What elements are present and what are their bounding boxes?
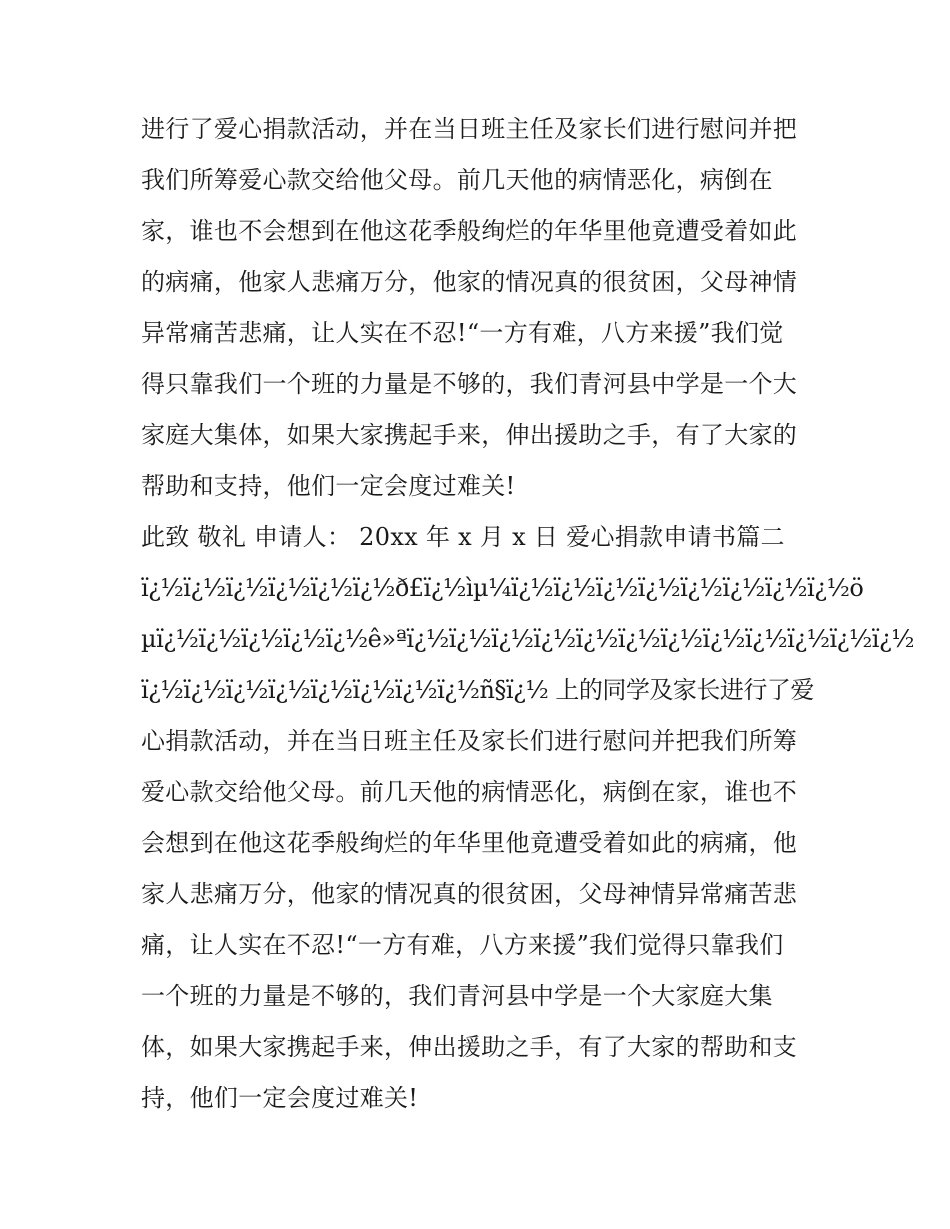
garbled-text-line: ï¿½ï¿½ï¿½ï¿½ï¿½ï¿½ï¿½ï¿½ñ§ï¿½ 上的同学及家长进行了爱 xyxy=(141,676,814,704)
garbled-text-line: ï¿½ï¿½ï¿½ï¿½ï¿½ï¿½ð£ï¿½ìµ¼ï¿½ï¿½ï¿½ï¿½ï¿½ï¿½ï¿½ï¿½ö xyxy=(141,574,864,602)
text-line: 异常痛苦悲痛，让人实在不忍!“一方有难，八方来援”我们觉 xyxy=(141,319,784,347)
text-line: 爱心款交给他父母。前几天他的病情恶化，病倒在家，谁也不 xyxy=(141,778,798,806)
text-line: 心捐款活动，并在当日班主任及家长们进行慰问并把我们所筹 xyxy=(141,727,798,755)
garbled-text-line: µï¿½ï¿½ï¿½ï¿½ï¿½ê»ªï¿½ï¿½ï¿½ï¿½ï¿½ï¿½ï¿½ï¿½ï¿½ï¿½ï¿½ï¿½ xyxy=(141,625,915,653)
text-line: 痛，让人实在不忍!“一方有难，八方来援”我们觉得只靠我们 xyxy=(141,931,784,959)
text-line: 会想到在他这花季般绚烂的年华里他竟遭受着如此的病痛，他 xyxy=(141,829,798,857)
text-line: 家庭大集体，如果大家携起手来，伸出援助之手，有了大家的 xyxy=(141,421,798,449)
closing-line: 此致 敬礼 申请人： 20xx 年 x 月 x 日 爱心捐款申请书篇二 xyxy=(141,523,785,551)
text-line: 我们所筹爱心款交给他父母。前几天他的病情恶化，病倒在 xyxy=(141,166,773,194)
text-line: 家，谁也不会想到在他这花季般绚烂的年华里他竟遭受着如此 xyxy=(141,217,798,245)
text-line: 的病痛，他家人悲痛万分，他家的情况真的很贫困，父母神情 xyxy=(141,268,798,296)
text-line: 体，如果大家携起手来，伸出援助之手，有了大家的帮助和支 xyxy=(141,1033,798,1061)
text-line: 帮助和支持，他们一定会度过难关! xyxy=(141,472,516,500)
text-line: 得只靠我们一个班的力量是不够的，我们青河县中学是一个大 xyxy=(141,370,798,398)
text-line: 一个班的力量是不够的，我们青河县中学是一个大家庭大集 xyxy=(141,982,773,1010)
text-line: 家人悲痛万分，他家的情况真的很贫困，父母神情异常痛苦悲 xyxy=(141,880,798,908)
text-line: 进行了爱心捐款活动，并在当日班主任及家长们进行慰问并把 xyxy=(141,115,798,143)
text-line: 持，他们一定会度过难关! xyxy=(141,1084,419,1112)
